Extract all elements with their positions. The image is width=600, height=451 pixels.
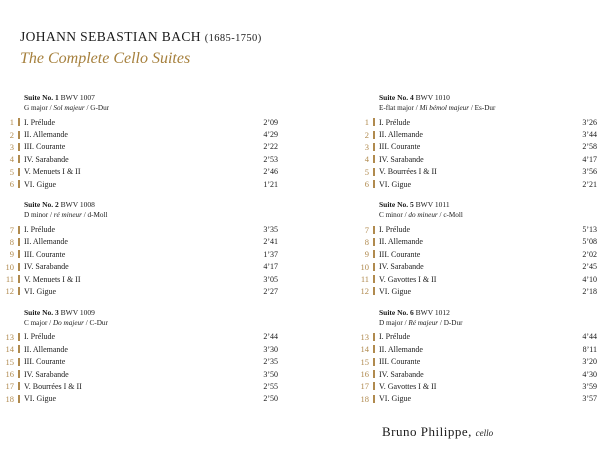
track-title: IV. Sarabande bbox=[24, 369, 69, 379]
suite-title: Suite No. 1 bbox=[24, 93, 59, 102]
track-number: 6 bbox=[9, 179, 14, 190]
track-title: I. Prélude bbox=[379, 332, 411, 342]
track-title: VI. Gigue bbox=[379, 179, 411, 189]
suite-key: E-flat major / Mi bémol majeur / Es-Dur bbox=[379, 104, 496, 112]
track-title: VI. Gigue bbox=[24, 394, 56, 404]
key-english: C major bbox=[24, 318, 48, 327]
suite-title: Suite No. 3 bbox=[24, 307, 59, 317]
key-english: E-flat major bbox=[379, 104, 414, 112]
suite-bwv: BWV 1010 bbox=[415, 93, 450, 102]
track-row bbox=[355, 166, 600, 178]
suite-heading bbox=[355, 200, 600, 210]
tracklist-right-column bbox=[355, 93, 600, 415]
track-row bbox=[0, 153, 290, 165]
tracklist-left-column bbox=[0, 93, 290, 415]
track-duration: 3’35 bbox=[263, 225, 278, 235]
track-number: 17 bbox=[360, 381, 369, 392]
performer-instrument: cello bbox=[475, 428, 494, 438]
track-duration: 2’45 bbox=[582, 262, 597, 272]
track-number: 18 bbox=[360, 393, 369, 404]
key-german: Es-Dur bbox=[474, 104, 496, 112]
track-duration: 3’20 bbox=[582, 357, 597, 367]
track-divider bbox=[18, 287, 20, 295]
track-title: VI. Gigue bbox=[379, 394, 411, 404]
track-divider bbox=[18, 263, 20, 271]
track-divider bbox=[373, 370, 375, 378]
track-title: III. Courante bbox=[24, 249, 66, 259]
key-french: ré mineur bbox=[53, 211, 82, 220]
performer-credit: Bruno Philippe, cello bbox=[382, 424, 494, 439]
track-row bbox=[0, 285, 290, 297]
track-number: 10 bbox=[360, 261, 369, 272]
track-row bbox=[355, 368, 600, 380]
track-title: V. Menuets I & II bbox=[24, 167, 81, 177]
key-german: D-Dur bbox=[443, 318, 463, 327]
track-number: 15 bbox=[360, 356, 369, 367]
track-title: IV. Sarabande bbox=[379, 262, 424, 272]
track-title: V. Bourrées I & II bbox=[24, 381, 82, 391]
track-duration: 2’46 bbox=[263, 167, 278, 177]
track-row bbox=[0, 166, 290, 178]
track-number: 4 bbox=[364, 154, 369, 165]
track-divider bbox=[373, 131, 375, 139]
track-divider bbox=[18, 143, 20, 151]
suite-title: Suite No. 4 bbox=[379, 93, 414, 102]
track-number: 11 bbox=[5, 274, 14, 285]
track-row bbox=[0, 248, 290, 260]
track-duration: 2’02 bbox=[582, 249, 597, 259]
track-row bbox=[355, 380, 600, 392]
track-title: V. Gavottes I & II bbox=[379, 381, 437, 391]
track-title: V. Menuets I & II bbox=[24, 274, 81, 284]
track-title: II. Allemande bbox=[24, 344, 68, 354]
track-row bbox=[0, 178, 290, 190]
track-number: 16 bbox=[360, 369, 369, 380]
track-title: I. Prélude bbox=[24, 225, 56, 235]
track-number: 8 bbox=[364, 236, 369, 247]
composer-heading bbox=[20, 29, 262, 45]
track-duration: 2’44 bbox=[263, 332, 278, 342]
track-divider bbox=[373, 250, 375, 258]
track-duration: 4’17 bbox=[582, 154, 597, 164]
album-title: The Complete Cello Suites bbox=[20, 50, 191, 67]
track-number: 2 bbox=[364, 129, 369, 140]
suite-heading bbox=[355, 93, 600, 103]
track-number: 12 bbox=[360, 286, 369, 297]
track-divider bbox=[373, 118, 375, 126]
suite-block bbox=[0, 93, 290, 190]
track-divider bbox=[373, 168, 375, 176]
track-number: 13 bbox=[360, 331, 369, 342]
track-duration: 4’30 bbox=[582, 369, 597, 379]
track-duration: 3’59 bbox=[582, 381, 597, 391]
track-row bbox=[355, 343, 600, 355]
track-row bbox=[0, 128, 290, 140]
key-french: Sol majeur bbox=[53, 104, 85, 112]
track-row bbox=[0, 393, 290, 405]
suite-heading bbox=[355, 308, 600, 318]
track-number: 14 bbox=[360, 344, 369, 355]
track-divider bbox=[18, 333, 20, 341]
suite-bwv: BWV 1009 bbox=[60, 307, 95, 317]
suite-block bbox=[0, 200, 290, 297]
suite-title: Suite No. 2 bbox=[24, 200, 59, 210]
suite-bwv: BWV 1008 bbox=[60, 200, 95, 210]
track-divider bbox=[373, 333, 375, 341]
track-divider bbox=[373, 238, 375, 246]
track-number: 1 bbox=[9, 117, 14, 128]
track-divider bbox=[18, 370, 20, 378]
track-title: III. Courante bbox=[379, 249, 421, 259]
track-duration: 4’29 bbox=[263, 130, 278, 140]
track-divider bbox=[18, 238, 20, 246]
track-divider bbox=[18, 345, 20, 353]
track-divider bbox=[18, 226, 20, 234]
key-english: C minor bbox=[379, 211, 403, 220]
track-title: IV. Sarabande bbox=[379, 369, 424, 379]
track-title: I. Prélude bbox=[379, 225, 411, 235]
track-divider bbox=[18, 131, 20, 139]
suite-block bbox=[0, 308, 290, 405]
suite-block bbox=[355, 93, 600, 190]
key-english: D major bbox=[379, 318, 403, 327]
suite-heading bbox=[0, 93, 290, 103]
track-number: 18 bbox=[5, 393, 14, 404]
track-row bbox=[355, 236, 600, 248]
track-divider bbox=[373, 395, 375, 403]
track-number: 12 bbox=[5, 286, 14, 297]
track-title: V. Bourrées I & II bbox=[379, 167, 437, 177]
key-french: Do majeur bbox=[52, 318, 84, 327]
track-number: 16 bbox=[5, 369, 14, 380]
suite-key: G major / Sol majeur / G-Dur bbox=[24, 104, 110, 112]
track-divider bbox=[18, 180, 20, 188]
track-number: 10 bbox=[5, 261, 14, 272]
track-duration: 5’13 bbox=[582, 225, 597, 235]
track-divider bbox=[373, 226, 375, 234]
key-german: c-Moll bbox=[443, 211, 463, 220]
track-duration: 2’18 bbox=[582, 286, 597, 296]
suite-title: Suite No. 6 bbox=[379, 307, 414, 317]
performer-name: Bruno Philippe bbox=[382, 424, 469, 439]
track-number: 9 bbox=[9, 249, 14, 260]
track-divider bbox=[373, 382, 375, 390]
track-number: 8 bbox=[9, 236, 14, 247]
track-number: 11 bbox=[360, 274, 369, 285]
suite-bwv: BWV 1011 bbox=[415, 200, 450, 210]
track-number: 14 bbox=[5, 344, 14, 355]
suite-key: D minor / ré mineur / d-Moll bbox=[24, 211, 108, 220]
track-title: IV. Sarabande bbox=[379, 154, 424, 164]
track-duration: 3’26 bbox=[582, 117, 597, 127]
track-row bbox=[0, 236, 290, 248]
track-duration: 3’50 bbox=[263, 369, 278, 379]
track-row bbox=[0, 223, 290, 235]
track-duration: 4’17 bbox=[263, 262, 278, 272]
track-divider bbox=[18, 395, 20, 403]
track-title: I. Prélude bbox=[24, 117, 56, 127]
key-german: G-Dur bbox=[90, 104, 110, 112]
track-duration: 2’53 bbox=[263, 154, 278, 164]
track-number: 4 bbox=[9, 154, 14, 165]
track-title: I. Prélude bbox=[24, 332, 56, 342]
track-row bbox=[355, 355, 600, 367]
track-row bbox=[0, 355, 290, 367]
track-duration: 2’22 bbox=[263, 142, 278, 152]
track-divider bbox=[373, 345, 375, 353]
suite-bwv: BWV 1012 bbox=[415, 307, 450, 317]
composer-dates: (1685-1750) bbox=[204, 33, 262, 44]
track-title: III. Courante bbox=[379, 142, 421, 152]
track-row bbox=[355, 285, 600, 297]
track-duration: 2’58 bbox=[582, 142, 597, 152]
track-number: 6 bbox=[364, 179, 369, 190]
track-row bbox=[355, 248, 600, 260]
track-duration: 5’08 bbox=[582, 237, 597, 247]
track-divider bbox=[18, 168, 20, 176]
track-divider bbox=[373, 263, 375, 271]
track-title: I. Prélude bbox=[379, 117, 411, 127]
track-row bbox=[0, 273, 290, 285]
track-title: II. Allemande bbox=[379, 344, 423, 354]
key-english: D minor bbox=[24, 211, 49, 220]
composer-name: JOHANN SEBASTIAN BACH bbox=[20, 29, 201, 44]
track-title: II. Allemande bbox=[379, 130, 423, 140]
track-number: 13 bbox=[5, 331, 14, 342]
track-row bbox=[0, 380, 290, 392]
track-number: 7 bbox=[364, 224, 369, 235]
track-row bbox=[0, 141, 290, 153]
suite-block bbox=[355, 308, 600, 405]
track-row bbox=[0, 261, 290, 273]
track-title: IV. Sarabande bbox=[24, 262, 69, 272]
track-row bbox=[355, 223, 600, 235]
track-number: 5 bbox=[364, 166, 369, 177]
track-number: 15 bbox=[5, 356, 14, 367]
track-divider bbox=[373, 143, 375, 151]
track-title: VI. Gigue bbox=[379, 286, 411, 296]
track-duration: 2’41 bbox=[263, 237, 278, 247]
track-duration: 1’37 bbox=[263, 249, 278, 259]
track-divider bbox=[373, 358, 375, 366]
key-german: d-Moll bbox=[87, 211, 108, 220]
track-duration: 2’50 bbox=[263, 394, 278, 404]
track-duration: 3’30 bbox=[263, 344, 278, 354]
track-duration: 2’55 bbox=[263, 381, 278, 391]
track-divider bbox=[18, 250, 20, 258]
key-french: do mineur bbox=[408, 211, 438, 220]
suite-key: C minor / do mineur / c-Moll bbox=[379, 211, 463, 220]
track-duration: 2’35 bbox=[263, 357, 278, 367]
suite-block bbox=[355, 200, 600, 297]
key-french: Mi bémol majeur bbox=[419, 104, 470, 112]
track-duration: 4’10 bbox=[582, 274, 597, 284]
track-duration: 1’21 bbox=[263, 179, 278, 189]
track-row bbox=[0, 368, 290, 380]
track-title: III. Courante bbox=[24, 357, 66, 367]
track-row bbox=[355, 141, 600, 153]
track-divider bbox=[18, 275, 20, 283]
track-number: 7 bbox=[9, 224, 14, 235]
track-divider bbox=[373, 287, 375, 295]
track-row bbox=[355, 261, 600, 273]
track-duration: 3’05 bbox=[263, 274, 278, 284]
track-divider bbox=[373, 180, 375, 188]
track-row bbox=[0, 331, 290, 343]
track-row bbox=[355, 153, 600, 165]
track-title: VI. Gigue bbox=[24, 286, 56, 296]
track-divider bbox=[18, 382, 20, 390]
track-row bbox=[355, 393, 600, 405]
track-duration: 3’44 bbox=[582, 130, 597, 140]
track-divider bbox=[373, 275, 375, 283]
track-row bbox=[355, 116, 600, 128]
track-duration: 2’27 bbox=[263, 286, 278, 296]
track-divider bbox=[373, 155, 375, 163]
track-title: II. Allemande bbox=[379, 237, 423, 247]
track-number: 5 bbox=[9, 166, 14, 177]
key-english: G major bbox=[24, 104, 48, 112]
track-divider bbox=[18, 118, 20, 126]
track-number: 9 bbox=[364, 249, 369, 260]
track-number: 3 bbox=[364, 141, 369, 152]
track-row bbox=[355, 331, 600, 343]
track-duration: 2’09 bbox=[263, 117, 278, 127]
track-duration: 4’44 bbox=[582, 332, 597, 342]
track-divider bbox=[18, 155, 20, 163]
track-row bbox=[355, 178, 600, 190]
suite-heading bbox=[0, 200, 290, 210]
track-number: 2 bbox=[9, 129, 14, 140]
track-number: 3 bbox=[9, 141, 14, 152]
track-duration: 8’11 bbox=[582, 344, 597, 354]
suite-key: D major / Ré majeur / D-Dur bbox=[379, 318, 463, 327]
track-row bbox=[0, 343, 290, 355]
suite-key: C major / Do majeur / C-Dur bbox=[24, 318, 108, 327]
track-row bbox=[0, 116, 290, 128]
track-title: II. Allemande bbox=[24, 237, 68, 247]
track-duration: 3’57 bbox=[582, 394, 597, 404]
key-german: C-Dur bbox=[89, 318, 108, 327]
track-title: III. Courante bbox=[379, 357, 421, 367]
track-number: 17 bbox=[5, 381, 14, 392]
suite-bwv: BWV 1007 bbox=[60, 93, 95, 102]
suite-title: Suite No. 5 bbox=[379, 200, 414, 210]
track-title: IV. Sarabande bbox=[24, 154, 69, 164]
track-title: VI. Gigue bbox=[24, 179, 56, 189]
track-title: V. Gavottes I & II bbox=[379, 274, 437, 284]
track-title: III. Courante bbox=[24, 142, 66, 152]
track-duration: 2’21 bbox=[582, 179, 597, 189]
track-divider bbox=[18, 358, 20, 366]
suite-heading bbox=[0, 308, 290, 318]
track-number: 1 bbox=[364, 117, 369, 128]
track-row bbox=[355, 128, 600, 140]
track-row bbox=[355, 273, 600, 285]
track-title: II. Allemande bbox=[24, 130, 68, 140]
track-duration: 3’56 bbox=[582, 167, 597, 177]
key-french: Ré majeur bbox=[408, 318, 439, 327]
